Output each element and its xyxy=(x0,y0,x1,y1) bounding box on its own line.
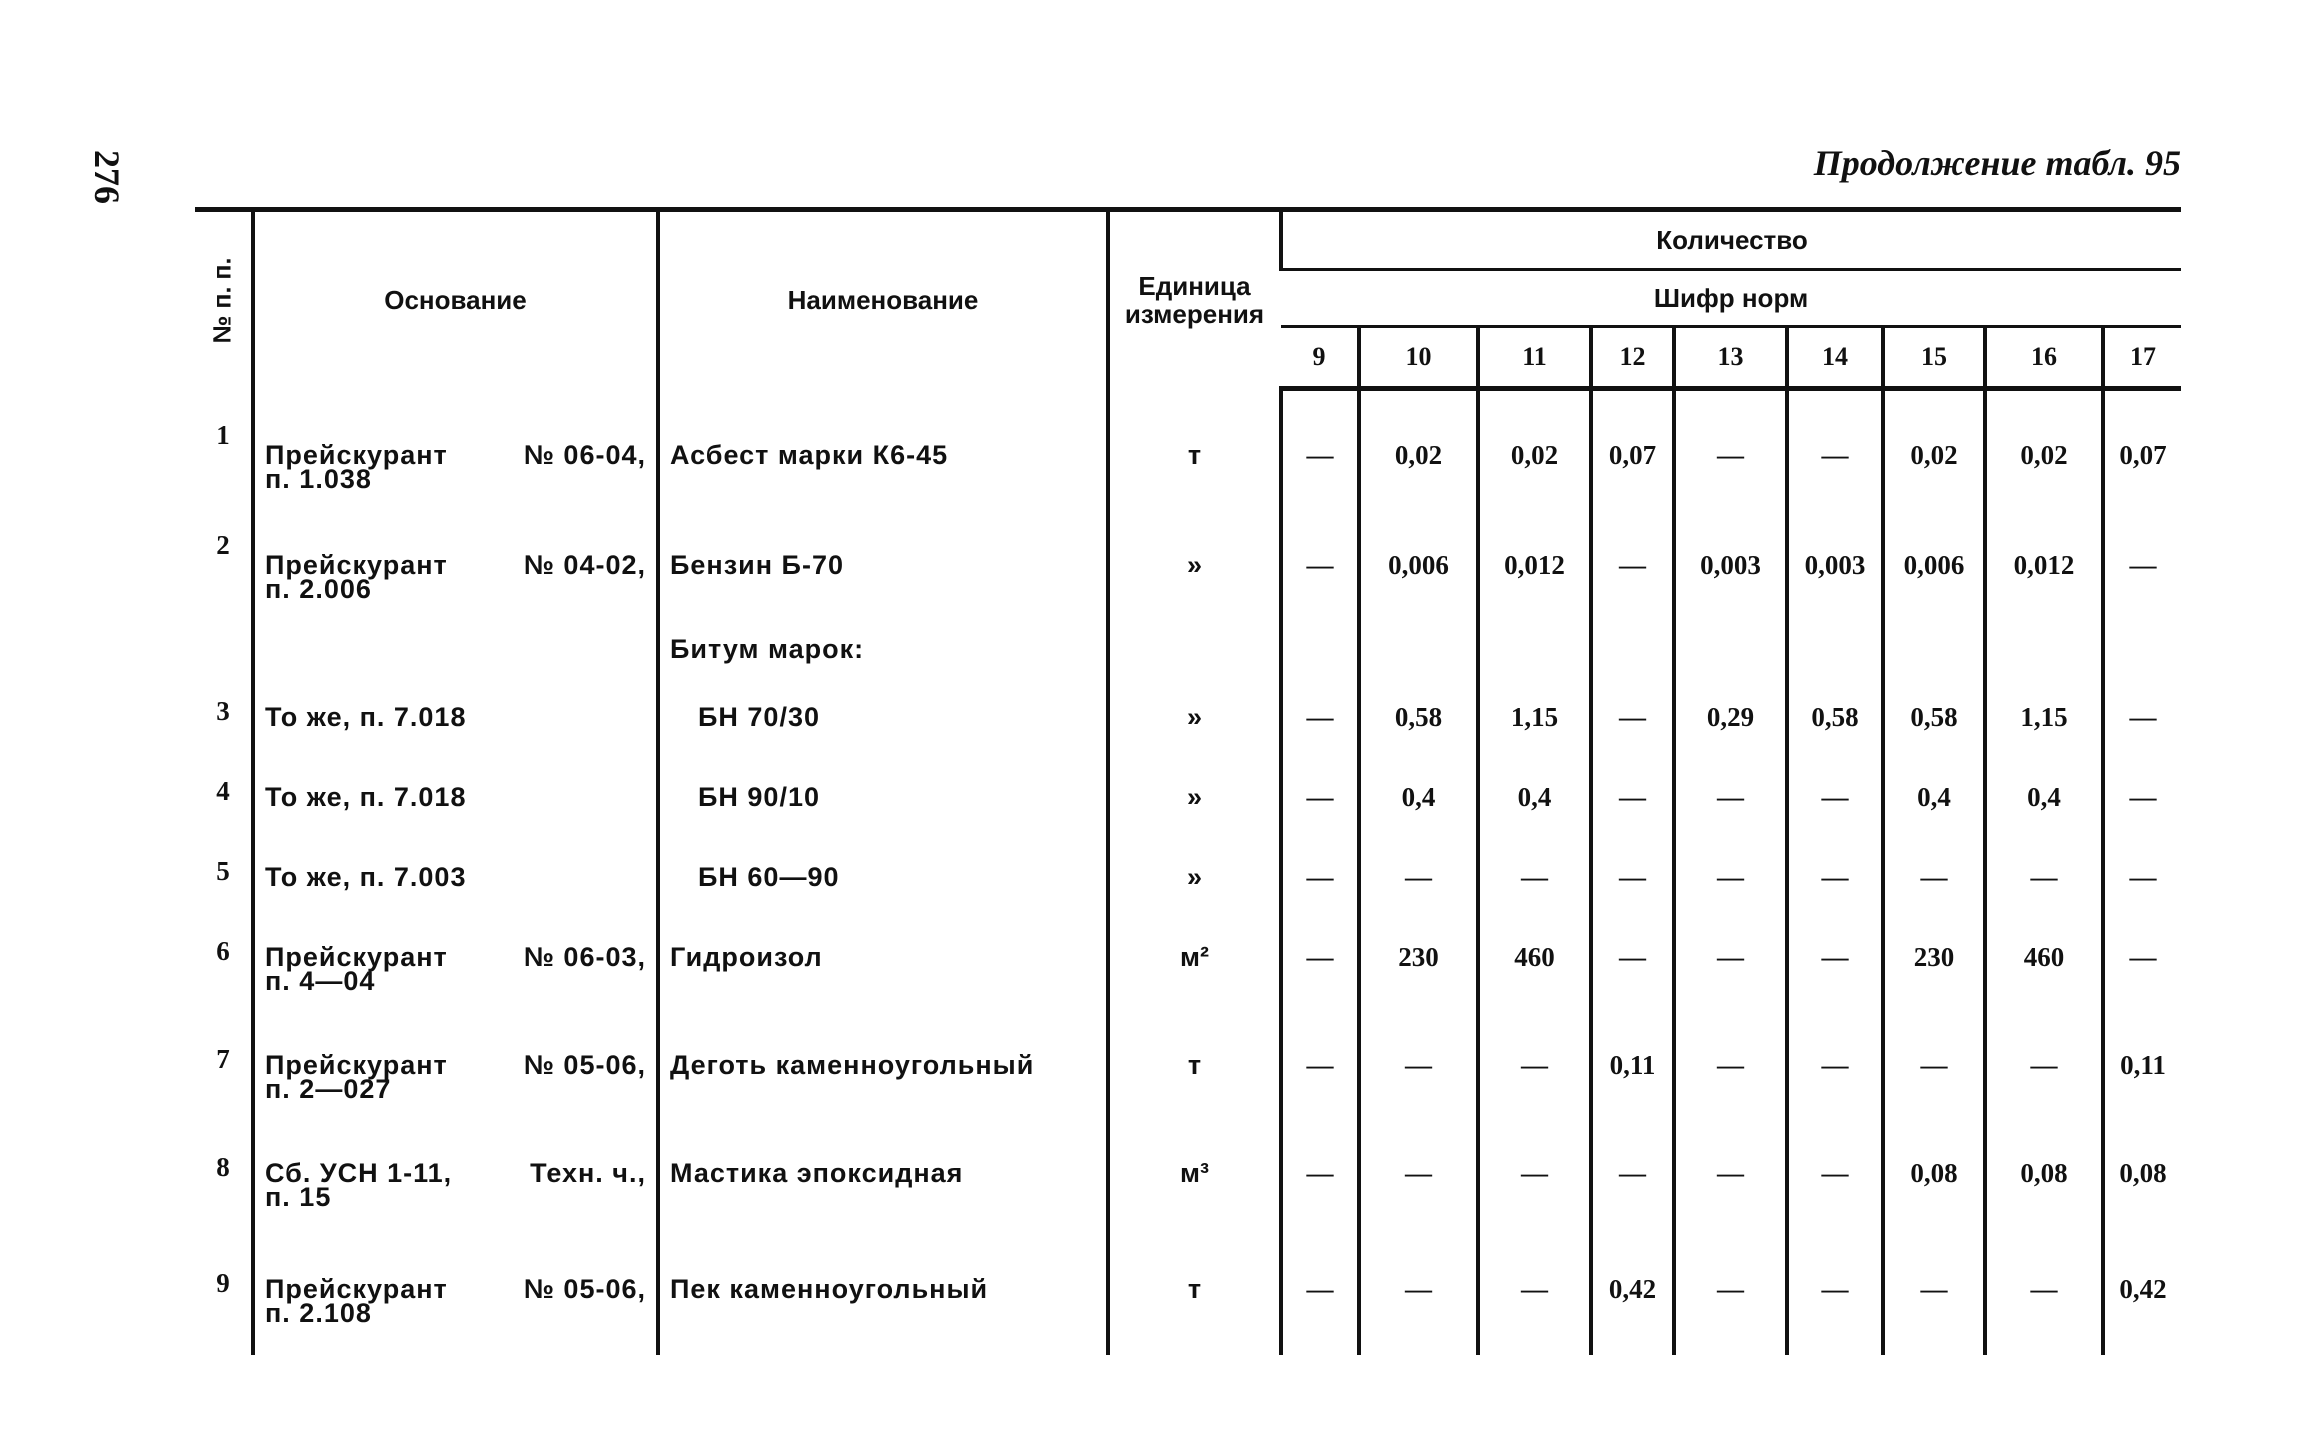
row-number: 8 xyxy=(216,1152,230,1182)
row-number: 6 xyxy=(216,936,230,966)
name-cell: БН 60—90 xyxy=(658,843,1108,923)
header-quantity: Количество xyxy=(1281,210,2181,270)
value-cell: 0,11 xyxy=(1591,1031,1674,1139)
group-heading: Битум марок: xyxy=(658,603,1108,683)
row-number: 3 xyxy=(216,696,230,726)
value-cell: 0,08 xyxy=(1985,1139,2103,1255)
value-cell: — xyxy=(1883,843,1985,923)
value-cell: 0,4 xyxy=(1985,763,2103,843)
value-cell: — xyxy=(1359,1255,1478,1355)
value-cell: — xyxy=(1281,519,1359,603)
value-cell: — xyxy=(1281,1255,1359,1355)
value-cell: — xyxy=(1591,683,1674,763)
header-name: Наименование xyxy=(658,210,1108,389)
value-cell: — xyxy=(1787,763,1883,843)
basis-cell: Прейскурант № 04-02, п. 2.006 xyxy=(253,519,658,603)
value-cell: 0,07 xyxy=(1591,411,1674,519)
table-row xyxy=(195,763,2181,843)
value-cell: — xyxy=(1985,843,2103,923)
unit-cell: т xyxy=(1108,411,1281,519)
value-cell: 0,006 xyxy=(1883,519,1985,603)
value-cell: — xyxy=(1985,1031,2103,1139)
value-cell: — xyxy=(2103,923,2181,1031)
value-cell: — xyxy=(1787,411,1883,519)
value-cell: — xyxy=(1359,1139,1478,1255)
value-cell: 0,4 xyxy=(1883,763,1985,843)
basis-cell: Сб. УСН 1-11, Техн. ч., п. 15 xyxy=(253,1139,658,1255)
basis-cell: То же, п. 7.018 xyxy=(253,763,658,843)
value-cell: — xyxy=(1883,1031,1985,1139)
value-cell: 0,4 xyxy=(1478,763,1591,843)
value-cell: — xyxy=(1281,763,1359,843)
unit-cell: » xyxy=(1108,843,1281,923)
value-cell: — xyxy=(2103,519,2181,603)
value-cell: — xyxy=(1591,923,1674,1031)
table-row xyxy=(195,1255,2181,1355)
value-cell: 230 xyxy=(1883,923,1985,1031)
value-cell: 0,4 xyxy=(1359,763,1478,843)
row-number: 2 xyxy=(216,530,230,560)
value-cell: — xyxy=(1787,1255,1883,1355)
unit-cell: м² xyxy=(1108,923,1281,1031)
value-cell: — xyxy=(1478,1139,1591,1255)
value-cell: — xyxy=(2103,843,2181,923)
value-cell: 0,02 xyxy=(1359,411,1478,519)
value-cell: 0,02 xyxy=(1985,411,2103,519)
basis-cell: Прейскурант № 06-04, п. 1.038 xyxy=(253,411,658,519)
name-cell: Пек каменноугольный xyxy=(658,1255,1108,1355)
value-cell: — xyxy=(1281,1139,1359,1255)
row-number: 1 xyxy=(216,420,230,450)
table-row xyxy=(195,683,2181,763)
value-cell: 0,006 xyxy=(1359,519,1478,603)
value-cell: — xyxy=(2103,683,2181,763)
value-cell: — xyxy=(1281,411,1359,519)
value-cell: — xyxy=(1787,843,1883,923)
value-cell: — xyxy=(1674,763,1787,843)
row-number: 7 xyxy=(216,1044,230,1074)
value-cell: — xyxy=(1883,1255,1985,1355)
value-cell: 0,58 xyxy=(1883,683,1985,763)
table-row xyxy=(195,519,2181,603)
table-row xyxy=(195,843,2181,923)
value-cell: — xyxy=(1281,843,1359,923)
value-cell: 0,42 xyxy=(2103,1255,2181,1355)
table-row xyxy=(195,411,2181,519)
group-row xyxy=(195,603,2181,683)
basis-cell: Прейскурант № 05-06, п. 2.108 xyxy=(253,1255,658,1355)
value-cell: 0,003 xyxy=(1674,519,1787,603)
unit-cell: » xyxy=(1108,683,1281,763)
header-cipher: Шифр норм xyxy=(1281,270,2181,327)
header-col-14: 14 xyxy=(1787,327,1883,389)
value-cell: 0,02 xyxy=(1883,411,1985,519)
value-cell: — xyxy=(1281,923,1359,1031)
name-cell: Гидроизол xyxy=(658,923,1108,1031)
name-cell: Асбест марки К6-45 xyxy=(658,411,1108,519)
norms-table xyxy=(195,207,2181,1355)
value-cell: 460 xyxy=(1985,923,2103,1031)
value-cell: — xyxy=(1787,1139,1883,1255)
value-cell: 0,08 xyxy=(1883,1139,1985,1255)
value-cell: 0,012 xyxy=(1478,519,1591,603)
value-cell: — xyxy=(1281,1031,1359,1139)
basis-cell: То же, п. 7.003 xyxy=(253,843,658,923)
table-continuation-caption: Продолжение табл. 95 xyxy=(1813,143,2181,183)
value-cell: 0,11 xyxy=(2103,1031,2181,1139)
value-cell: — xyxy=(1787,1031,1883,1139)
basis-cell: То же, п. 7.018 xyxy=(253,683,658,763)
value-cell: — xyxy=(1985,1255,2103,1355)
row-number: 9 xyxy=(216,1268,230,1298)
value-cell: — xyxy=(1591,763,1674,843)
header-col-10: 10 xyxy=(1359,327,1478,389)
value-cell: — xyxy=(1674,411,1787,519)
header-col-16: 16 xyxy=(1985,327,2103,389)
header-col-17: 17 xyxy=(2103,327,2181,389)
value-cell: — xyxy=(1478,843,1591,923)
name-cell: БН 90/10 xyxy=(658,763,1108,843)
header-col-13: 13 xyxy=(1674,327,1787,389)
value-cell: — xyxy=(1591,519,1674,603)
header-col-11: 11 xyxy=(1478,327,1591,389)
value-cell: 0,58 xyxy=(1359,683,1478,763)
value-cell: — xyxy=(1478,1031,1591,1139)
table-row xyxy=(195,923,2181,1031)
value-cell: — xyxy=(1674,1255,1787,1355)
header-unit: Единица измерения xyxy=(1108,210,1281,389)
value-cell: 460 xyxy=(1478,923,1591,1031)
header-basis: Основание xyxy=(253,210,658,389)
value-cell: — xyxy=(1359,1031,1478,1139)
unit-cell: » xyxy=(1108,519,1281,603)
value-cell: — xyxy=(1591,1139,1674,1255)
value-cell: 0,003 xyxy=(1787,519,1883,603)
value-cell: 0,012 xyxy=(1985,519,2103,603)
value-cell: — xyxy=(1674,923,1787,1031)
header-col-12: 12 xyxy=(1591,327,1674,389)
value-cell: 0,08 xyxy=(2103,1139,2181,1255)
unit-cell: т xyxy=(1108,1031,1281,1139)
unit-cell: » xyxy=(1108,763,1281,843)
value-cell: — xyxy=(1478,1255,1591,1355)
header-col-15: 15 xyxy=(1883,327,1985,389)
name-cell: БН 70/30 xyxy=(658,683,1108,763)
value-cell: — xyxy=(1674,1031,1787,1139)
row-number: 5 xyxy=(216,856,230,886)
spacer-row xyxy=(195,389,2181,412)
value-cell: — xyxy=(1674,843,1787,923)
value-cell: — xyxy=(2103,763,2181,843)
name-cell: Бензин Б-70 xyxy=(658,519,1108,603)
value-cell: 230 xyxy=(1359,923,1478,1031)
unit-cell: м³ xyxy=(1108,1139,1281,1255)
value-cell: 0,58 xyxy=(1787,683,1883,763)
header-col-9: 9 xyxy=(1281,327,1359,389)
basis-cell: Прейскурант № 06-03, п. 4—04 xyxy=(253,923,658,1031)
unit-cell: т xyxy=(1108,1255,1281,1355)
value-cell: 1,15 xyxy=(1985,683,2103,763)
value-cell: 1,15 xyxy=(1478,683,1591,763)
value-cell: 0,42 xyxy=(1591,1255,1674,1355)
value-cell: 0,07 xyxy=(2103,411,2181,519)
value-cell: — xyxy=(1674,1139,1787,1255)
value-cell: 0,29 xyxy=(1674,683,1787,763)
value-cell: — xyxy=(1787,923,1883,1031)
value-cell: — xyxy=(1591,843,1674,923)
basis-cell: Прейскурант № 05-06, п. 2—027 xyxy=(253,1031,658,1139)
table-row xyxy=(195,1139,2181,1255)
row-number: 4 xyxy=(216,776,230,806)
value-cell: — xyxy=(1281,683,1359,763)
value-cell: — xyxy=(1359,843,1478,923)
header-row-number: № п. п. xyxy=(195,210,253,389)
name-cell: Мастика эпоксидная xyxy=(658,1139,1108,1255)
page-number: 276 xyxy=(87,150,127,204)
value-cell: 0,02 xyxy=(1478,411,1591,519)
name-cell: Деготь каменноугольный xyxy=(658,1031,1108,1139)
table-row xyxy=(195,1031,2181,1139)
